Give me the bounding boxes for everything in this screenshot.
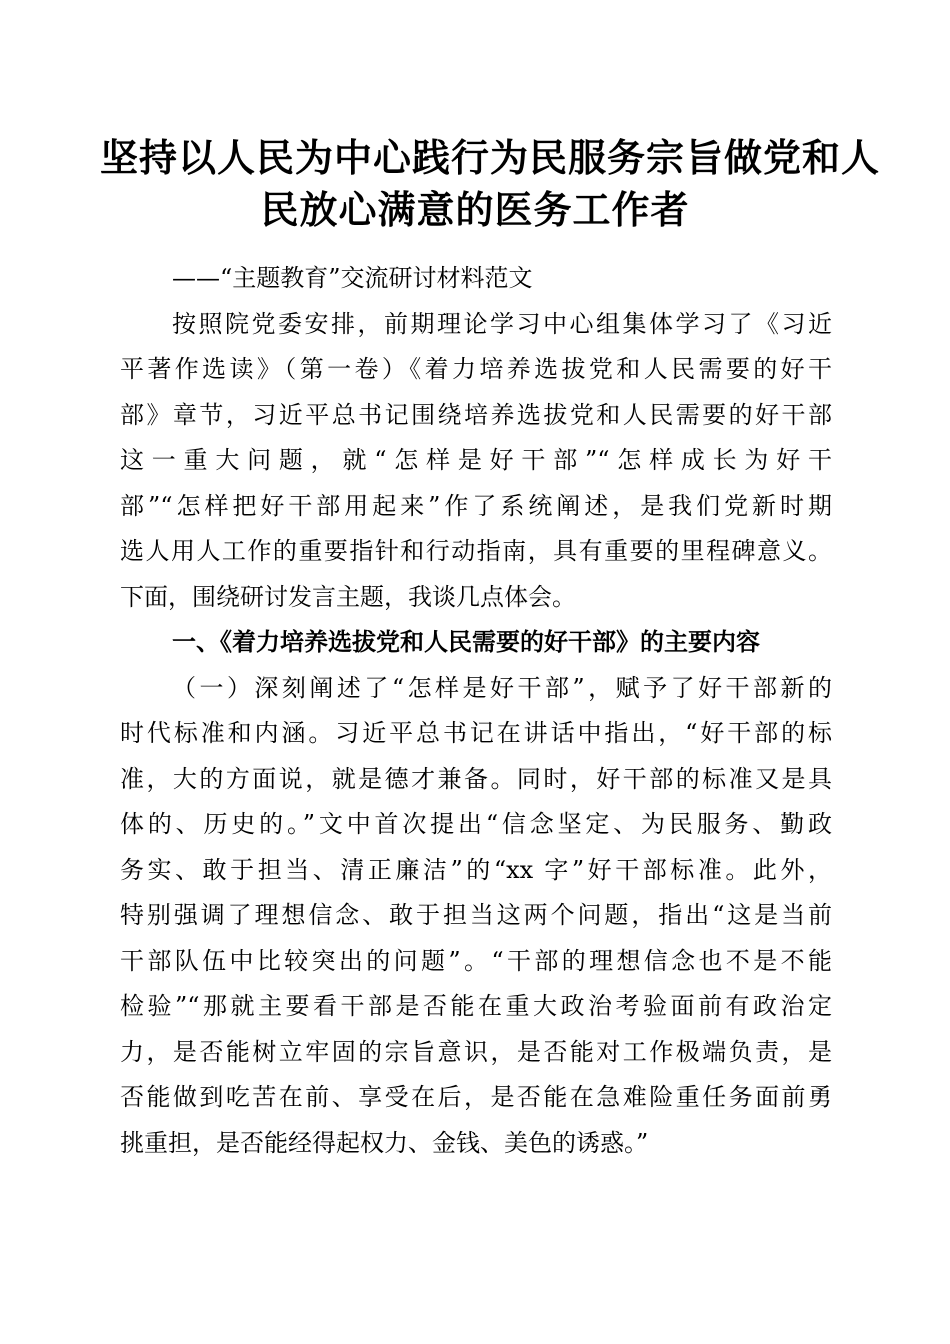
paragraph-line: 部”“怎样把好干部用起来”作了系统阐述，是我们党新时期 [120,491,832,520]
paragraph-line: 务实、敢于担当、清正廉洁”的“xx 字”好干部标准。此外， [120,855,832,884]
paragraph-line: 体的、历史的。”文中首次提出“信念坚定、为民服务、勤政 [120,810,832,838]
paragraph-line: 这一重大问题，就“怎样是好干部”“怎样成长为好干 [120,446,832,474]
paragraph-line: 下面，围绕研讨发言主题，我谈几点体会。 [120,582,576,611]
paragraph-line: 平著作选读》（第一卷）《着力培养选拔党和人民需要的好干 [120,355,832,383]
paragraph-line: 选人用人工作的重要指针和行动指南，具有重要的里程碑意义。 [120,537,832,565]
title-line-2: 民放心满意的医务工作者 [260,187,690,232]
paragraph-line: 否能做到吃苦在前、享受在后，是否能在急难险重任务面前勇 [120,1083,832,1111]
paragraph-line: 准，大的方面说，就是德才兼备。同时，好干部的标准又是具 [120,764,832,793]
paragraph-line: 检验”“那就主要看干部是否能在重大政治考验面前有政治定 [120,992,832,1020]
paragraph-line: 按照院党委安排，前期理论学习中心组集体学习了《习近 [172,309,832,338]
paragraph-line: 时代标准和内涵。习近平总书记在讲话中指出，“好干部的标 [120,719,832,747]
paragraph-line: 力，是否能树立牢固的宗旨意识，是否能对工作极端负责，是 [120,1037,832,1066]
paragraph-line: 干部队伍中比较突出的问题”。“干部的理想信念也不是不能 [120,946,832,975]
document-body [120,256,832,1166]
paragraph-line: 挑重担，是否能经得起权力、金钱、美色的诱惑。” [120,1128,649,1157]
subtitle: ——“主题教育”交流研讨材料范文 [172,264,533,292]
document-title [100,132,881,236]
title-line-1: 坚持以人民为中心践行为民服务宗旨做党和人 [100,135,881,180]
section-heading: 一、《着力培养选拔党和人民需要的好干部》的主要内容 [172,628,760,656]
paragraph-line: 部》章节，习近平总书记围绕培养选拔党和人民需要的好干部 [120,400,832,429]
paragraph-line: 特别强调了理想信念、敢于担当这两个问题，指出“这是当前 [120,901,832,929]
paragraph-line: （一）深刻阐述了“怎样是好干部”，赋予了好干部新的 [172,673,832,702]
